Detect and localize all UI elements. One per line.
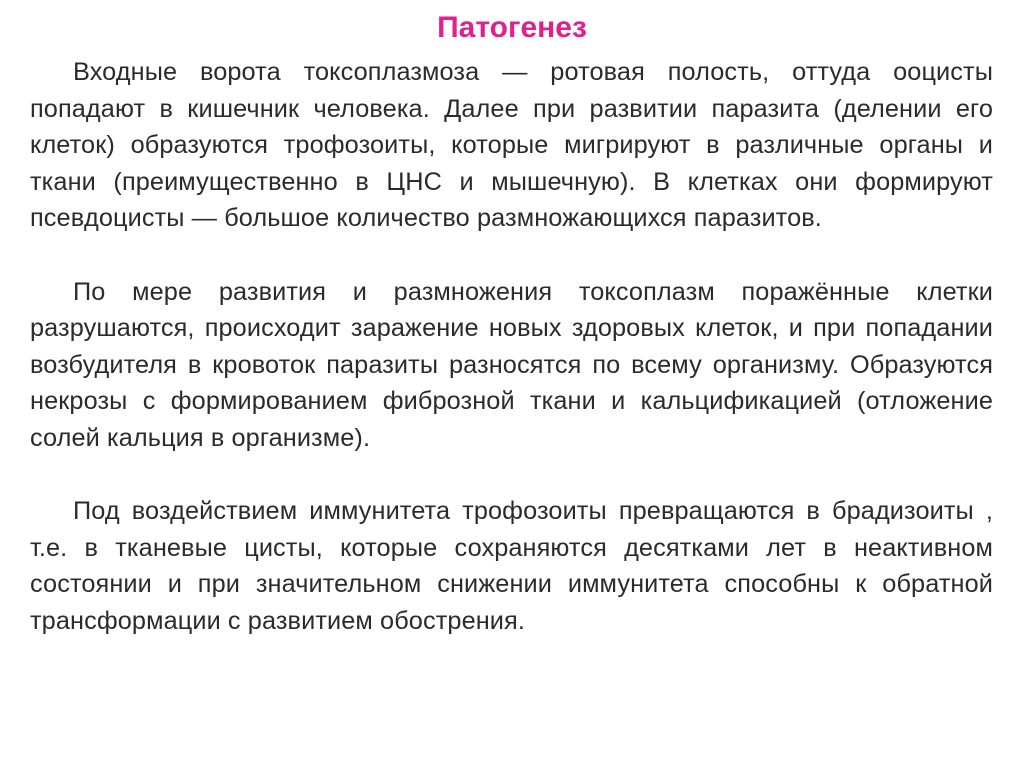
slide-body xyxy=(30,54,993,640)
paragraph-immunity: Под воздействием иммунитета трофозоиты превращаются в брадизоиты , т.е. в тканевые цисты, которые сохраняются десятками лет в неактивном состоянии и при значительном снижении иммунитета способны к обратной трансформации с развитием обострения. xyxy=(30,497,993,635)
paragraph-entry-route: Входные ворота токсоплазмоза — ротовая полость, оттуда ооцисты попадают в кишечник человека. Далее при развитии паразита (делении его клеток) образуются трофозоиты, которые мигрируют в различные органы и ткани (преимущественно в ЦНС и мышечную). В клетках они формируют псевдоцисты — большое количество размножающихся паразитов. xyxy=(30,58,993,233)
slide-title: Патогенез xyxy=(437,11,587,44)
paragraph-spread: По мере развития и размножения токсоплазм поражённые клетки разрушаются, происходит заражение новых здоровых клеток, и при попадании возбудителя в кровоток паразиты разносятся по всему организму. Образуются некрозы с формированием фиброзной ткани и кальцификацией (отложение солей кальция в организме). xyxy=(30,277,993,452)
